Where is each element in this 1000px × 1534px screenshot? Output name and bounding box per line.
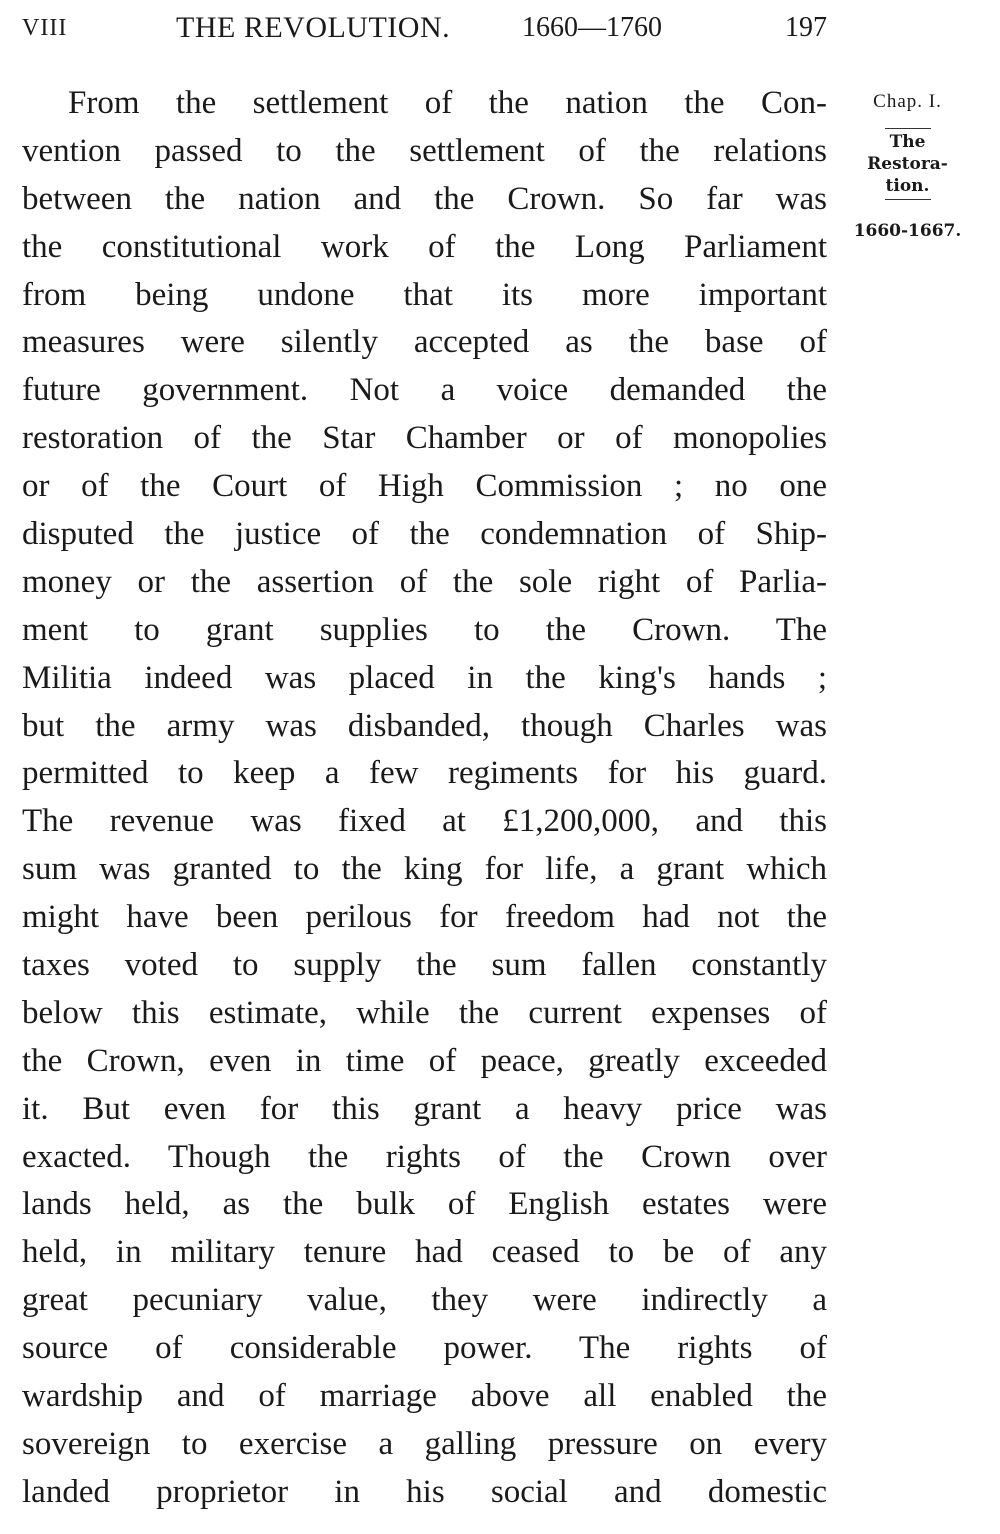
text-line: Militia indeed was placed in the king's hands ;	[22, 659, 827, 696]
text-line: landed proprietor in his social and domestic	[22, 1473, 827, 1510]
running-head	[22, 8, 827, 48]
text-line: the constitutional work of the Long Parliament	[22, 228, 827, 265]
section-number: VIII	[22, 15, 68, 41]
text-line: ment to grant supplies to the Crown. The	[22, 611, 827, 648]
text-line: great pecuniary value, they were indirectly a	[22, 1282, 827, 1319]
text-line: sovereign to exercise a galling pressure on every	[22, 1425, 827, 1462]
text-line: exacted. Though the rights of the Crown over	[22, 1138, 827, 1175]
text-line: source of considerable power. The rights of	[22, 1330, 827, 1367]
topic-line: tion.	[885, 176, 930, 196]
dates-note: 1660-1667.	[853, 221, 962, 241]
topic-line: The	[889, 132, 926, 152]
text-line: disputed the justice of the condemnation of Ship-	[22, 516, 827, 553]
chapter-note: Chap. I.	[873, 91, 942, 112]
note-divider-bottom	[885, 199, 931, 200]
running-title: THE REVOLUTION.	[176, 11, 451, 44]
text-line: future government. Not a voice demanded the	[22, 372, 827, 409]
text-line: from being undone that its more important	[22, 276, 827, 313]
text-line: The revenue was fixed at £1,200,000, and this	[22, 803, 827, 840]
text-line: From the settlement of the nation the Con-	[68, 85, 827, 121]
text-line: might have been perilous for freedom had not the	[22, 899, 827, 936]
text-line: taxes voted to supply the sum fallen constantly	[22, 947, 827, 984]
text-line: lands held, as the bulk of English estates were	[22, 1186, 827, 1223]
text-line: it. But even for this grant a heavy price was	[22, 1090, 827, 1127]
note-divider-top	[885, 128, 931, 129]
page-number: 197	[785, 12, 827, 43]
text-line: but the army was disbanded, though Charles was	[22, 707, 827, 744]
text-line: money or the assertion of the sole right of Parlia-	[22, 563, 827, 600]
text-line: sum was granted to the king for life, a grant which	[22, 851, 827, 888]
text-line: vention passed to the settlement of the relations	[22, 132, 827, 169]
text-line: restoration of the Star Chamber or of monopolies	[22, 420, 827, 457]
text-line: held, in military tenure had ceased to be of any	[22, 1234, 827, 1271]
text-line: permitted to keep a few regiments for his guard.	[22, 755, 827, 792]
margin-notes	[850, 90, 965, 242]
text-line: wardship and of marriage above all enabled the	[22, 1378, 827, 1415]
text-line: or of the Court of High Commission ; no one	[22, 468, 827, 505]
topic-line: Restora-	[867, 154, 948, 174]
text-line: the Crown, even in time of peace, greatly exceeded	[22, 1042, 827, 1079]
text-line: below this estimate, while the current expenses of	[22, 994, 827, 1031]
text-line: measures were silently accepted as the base of	[22, 324, 827, 361]
text-line: between the nation and the Crown. So far was	[22, 180, 827, 217]
topic-note	[850, 131, 965, 197]
body-paragraph	[22, 80, 827, 1517]
running-dates: 1660—1760	[522, 12, 662, 43]
